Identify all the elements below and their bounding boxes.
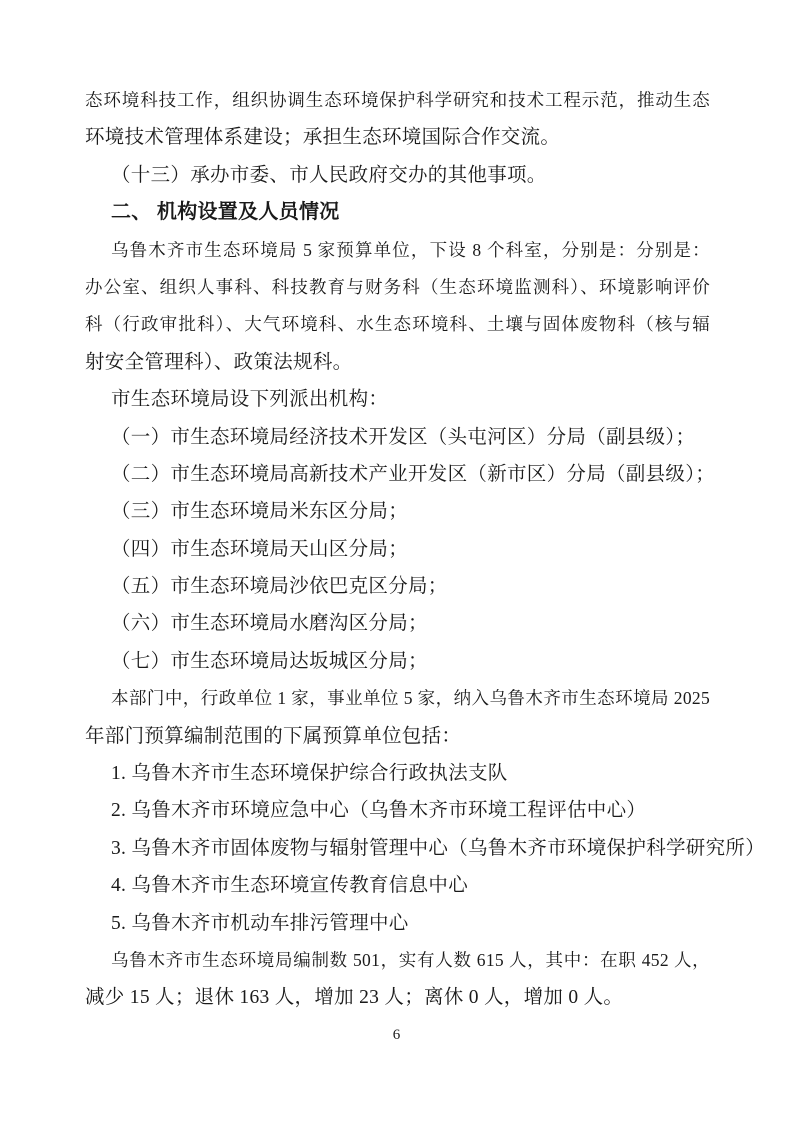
list-item: 4. 乌鲁木齐市生态环境宣传教育信息中心 xyxy=(111,875,468,897)
text-line: 态环境科技工作，组织协调生态环境保护科学研究和技术工程示范，推动生态 xyxy=(85,90,710,110)
text-line: 本部门中，行政单位 1 家，事业单位 5 家，纳入乌鲁木齐市生态环境局 2025 xyxy=(111,688,710,709)
list-item: 1. 乌鲁木齐市生态环境保护综合行政执法支队 xyxy=(111,763,508,785)
page-content xyxy=(85,82,766,1017)
text-line: 科（行政审批科）、大气环境科、水生态环境科、土壤与固体废物科（核与辐 xyxy=(85,314,710,335)
text-line: （十三）承办市委、市人民政府交办的其他事项。 xyxy=(111,164,547,186)
text-line: 乌鲁木齐市生态环境局编制数 501，实有人数 615 人，其中：在职 452 人， xyxy=(111,949,710,970)
section-heading: 二、 机构设置及人员情况 xyxy=(111,201,340,224)
list-item: （五）市生态环境局沙依巴克区分局； xyxy=(111,576,448,598)
list-item: （六）市生态环境局水磨沟区分局； xyxy=(111,613,428,635)
text-line: 射安全管理科）、政策法规科。 xyxy=(85,351,353,373)
text-line: 年部门预算编制范围的下属预算单位包括： xyxy=(85,725,462,747)
list-item: （七）市生态环境局达坂城区分局； xyxy=(111,650,428,672)
list-item: 3. 乌鲁木齐市固体废物与辐射管理中心（乌鲁木齐市环境保护科学研究所） xyxy=(111,837,766,859)
list-item: 5. 乌鲁木齐市机动车排污管理中心 xyxy=(111,912,409,934)
list-item: （一）市生态环境局经济技术开发区（头屯河区）分局（副县级）； xyxy=(111,426,696,448)
text-line: 乌鲁木齐市生态环境局 5 家预算单位，下设 8 个科室，分别是：分别是： xyxy=(111,239,710,260)
text-line: 办公室、组织人事科、科技教育与财务科（生态环境监测科）、环境影响评价 xyxy=(85,276,710,297)
page-number: 6 xyxy=(392,1027,401,1043)
text-line: 减少 15 人；退休 163 人，增加 23 人；离休 0 人，增加 0 人。 xyxy=(85,987,624,1009)
list-item: （二）市生态环境局高新技术产业开发区（新市区）分局（副县级）； xyxy=(111,463,716,485)
list-item: （三）市生态环境局米东区分局； xyxy=(111,501,409,523)
list-item: 2. 乌鲁木齐市环境应急中心（乌鲁木齐市环境工程评估中心） xyxy=(111,800,647,822)
list-item: （四）市生态环境局天山区分局； xyxy=(111,538,409,560)
text-line: 市生态环境局设下列派出机构： xyxy=(111,389,389,411)
text-line: 环境技术管理体系建设；承担生态环境国际合作交流。 xyxy=(85,127,561,149)
